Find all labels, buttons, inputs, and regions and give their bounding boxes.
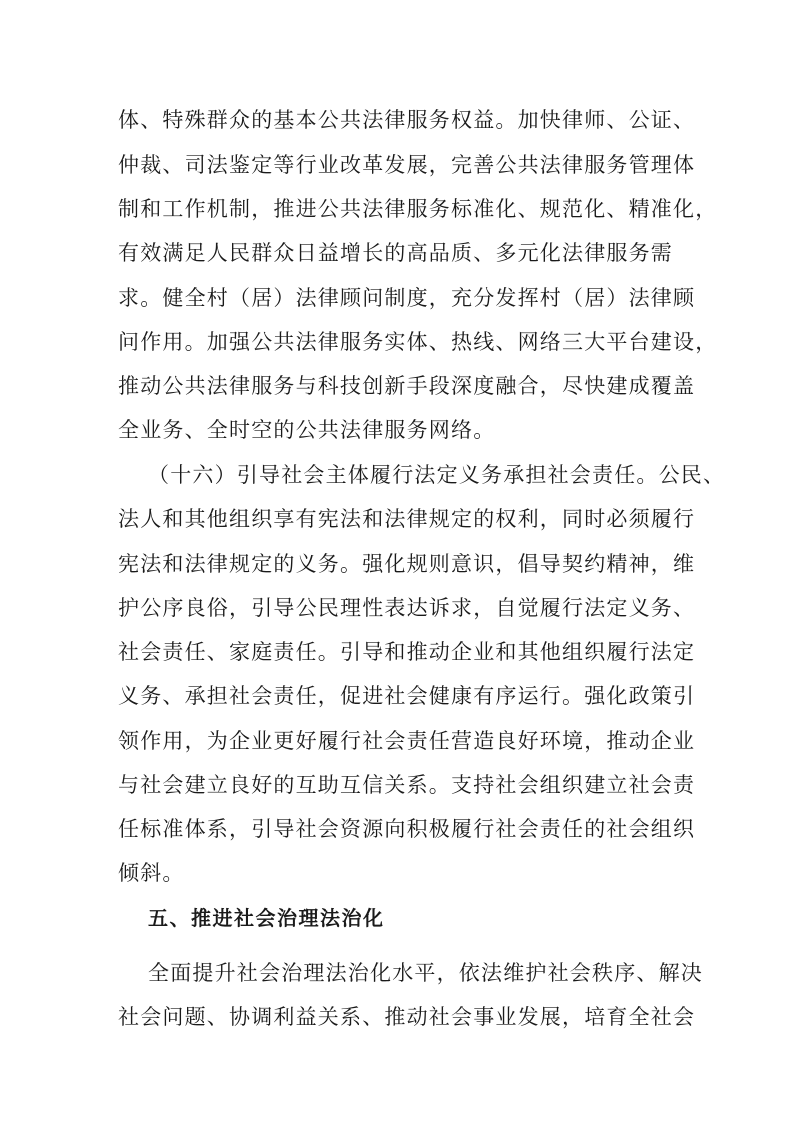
paragraph-line: 推动公共法律服务与科技创新手段深度融合，尽快建成覆盖 xyxy=(118,374,696,398)
paragraph-line: 任标准体系，引导社会资源向积极履行社会责任的社会组织 xyxy=(118,817,696,841)
paragraph-line: 有效满足人民群众日益增长的高品质、多元化法律服务需 xyxy=(118,241,673,265)
paragraph-line: 求。健全村（居）法律顾问制度，充分发挥村（居）法律顾 xyxy=(118,286,696,310)
paragraph-line: 制和工作机制，推进公共法律服务标准化、规范化、精准化， xyxy=(118,197,718,221)
paragraph-line: 问作用。加强公共法律服务实体、热线、网络三大平台建设， xyxy=(118,330,718,354)
paragraph-line: 宪法和法律规定的义务。强化规则意识，倡导契约精神，维 xyxy=(118,552,696,576)
paragraph-line: 法人和其他组织享有宪法和法律规定的权利，同时必须履行 xyxy=(118,507,696,531)
paragraph-line: 与社会建立良好的互助互信关系。支持社会组织建立社会责 xyxy=(118,773,696,797)
paragraph-line: 社会责任、家庭责任。引导和推动企业和其他组织履行法定 xyxy=(118,640,696,664)
paragraph-first-line: （十六）引导社会主体履行法定义务承担社会责任。公民、 xyxy=(148,463,726,487)
paragraph-line: 领作用，为企业更好履行社会责任营造良好环境，推动企业 xyxy=(118,729,696,753)
paragraph-line: 社会问题、协调利益关系、推动社会事业发展，培育全社会 xyxy=(118,1005,696,1029)
paragraph-line: 体、特殊群众的基本公共法律服务权益。加快律师、公证、 xyxy=(118,108,696,132)
paragraph-line: 全业务、全时空的公共法律服务网络。 xyxy=(118,418,496,442)
paragraph-line: 仲裁、司法鉴定等行业改革发展，完善公共法律服务管理体 xyxy=(118,153,696,177)
paragraph-line: 倾斜。 xyxy=(118,861,185,885)
paragraph-line: 护公序良俗，引导公民理性表达诉求，自觉履行法定义务、 xyxy=(118,596,696,620)
section-heading: 五、推进社会治理法治化 xyxy=(148,906,385,930)
paragraph-line: 义务、承担社会责任，促进社会健康有序运行。强化政策引 xyxy=(118,684,696,708)
paragraph-first-line: 全面提升社会治理法治化水平，依法维护社会秩序、解决 xyxy=(148,961,703,985)
